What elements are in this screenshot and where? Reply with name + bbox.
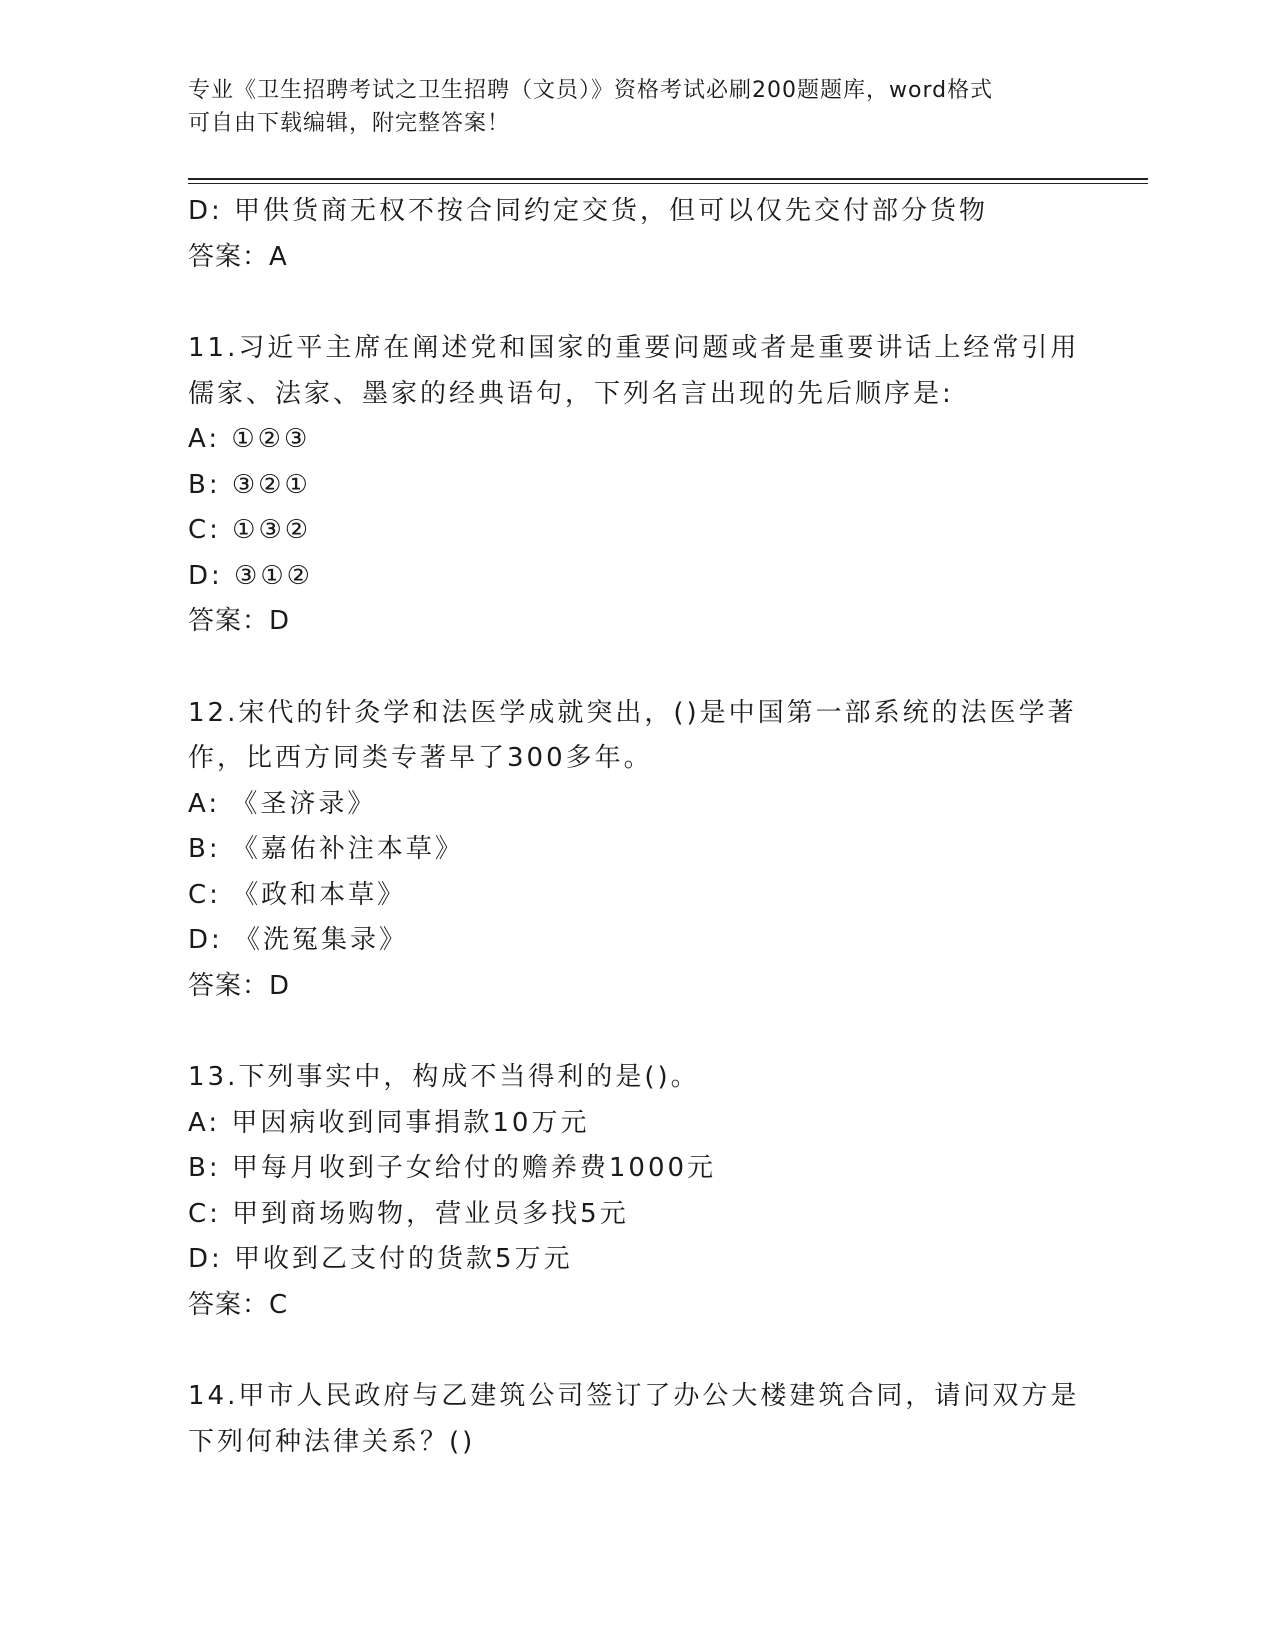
spacer: [188, 280, 1088, 326]
question-10-tail: [188, 189, 1088, 280]
answer-label: 答案：C: [188, 1289, 289, 1320]
option-d: D: 《洗冤集录》: [188, 925, 409, 955]
answer-label: 答案：A: [188, 241, 288, 272]
question-list: [188, 189, 1088, 1465]
question-11: [188, 326, 1088, 645]
question-stem: 儒家、法家、墨家的经典语句，下列名言出现的先后顺序是:: [188, 378, 954, 409]
page-header: [188, 74, 1068, 140]
option-c: C: ①③②: [188, 515, 312, 545]
option-b: B: ③②①: [188, 469, 311, 500]
answer-label: 答案：D: [188, 970, 291, 1001]
option-d: D: 甲收到乙支付的货款5万元: [188, 1244, 573, 1274]
option-d: D: ③①②: [188, 560, 313, 591]
question-stem: 作，比西方同类专著早了300多年。: [188, 743, 653, 773]
question-stem: 11.习近平主席在阐述党和国家的重要问题或者是重要讲话上经常引用: [188, 333, 1080, 363]
option-a: A: 甲因病收到同事捐款10万元: [188, 1107, 590, 1138]
answer-label: 答案：D: [188, 606, 291, 636]
option-c: C: 《政和本草》: [188, 879, 407, 910]
option-d: D: 甲供货商无权不按合同约定交货，但可以仅先交付部分货物: [188, 196, 989, 226]
option-a: A: ①②③: [188, 424, 311, 454]
spacer: [188, 645, 1088, 691]
option-a: A: 《圣济录》: [188, 788, 377, 819]
spacer: [188, 1328, 1088, 1374]
header-divider: [188, 178, 1148, 184]
spacer: [188, 1009, 1088, 1055]
question-stem: 14.甲市人民政府与乙建筑公司签订了办公大楼建筑合同，请问双方是: [188, 1381, 1080, 1411]
header-title-line-2: 可自由下载编辑，附完整答案！: [188, 111, 511, 136]
option-b: B: 《嘉佑补注本草》: [188, 834, 464, 864]
question-14: [188, 1374, 1088, 1465]
option-c: C: 甲到商场购物，营业员多找5元: [188, 1198, 629, 1229]
option-b: B: 甲每月收到子女给付的赡养费1000元: [188, 1153, 717, 1183]
question-stem: 13.下列事实中，构成不当得利的是()。: [188, 1062, 700, 1092]
question-12: [188, 691, 1088, 1010]
question-stem: 下列何种法律关系？(): [188, 1426, 476, 1457]
question-13: [188, 1055, 1088, 1328]
header-title-line-1: 专业《卫生招聘考试之卫生招聘（文员）》资格考试必刷200题题库，word格式: [188, 78, 994, 103]
question-stem: 12.宋代的针灸学和法医学成就突出，()是中国第一部系统的法医学著: [188, 697, 1077, 728]
